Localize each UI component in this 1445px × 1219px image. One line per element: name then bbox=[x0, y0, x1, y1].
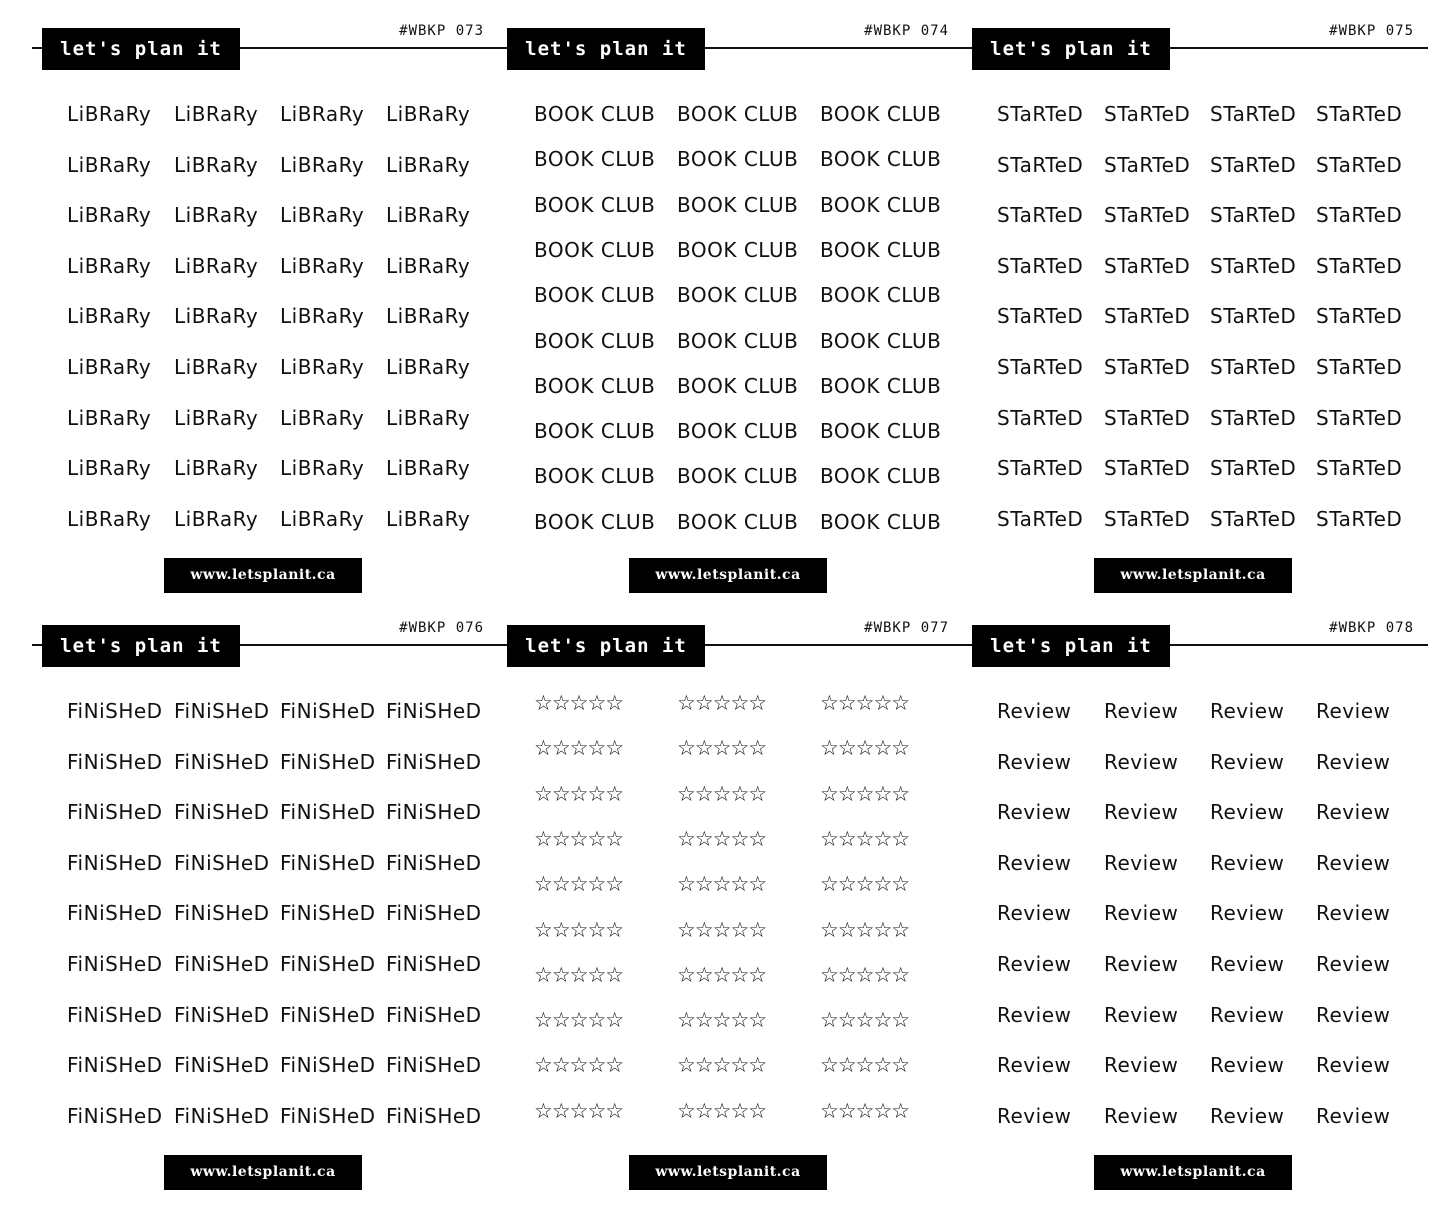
word-sticker: FiNiSHeD bbox=[280, 1103, 376, 1128]
word-sticker: Review bbox=[997, 901, 1072, 926]
word-sticker: STaRTeD bbox=[997, 405, 1084, 430]
word-sticker: Review bbox=[1210, 901, 1285, 926]
word-sticker: FiNiSHeD bbox=[280, 1002, 376, 1027]
word-sticker: LiBRaRy bbox=[386, 253, 471, 278]
word-sticker: BOOK CLUB bbox=[534, 419, 656, 444]
star-rating-sticker: ☆☆☆☆☆ bbox=[534, 962, 624, 987]
word-sticker: FiNiSHeD bbox=[386, 800, 482, 825]
star-rating-sticker: ☆☆☆☆☆ bbox=[677, 781, 767, 806]
word-sticker: STaRTeD bbox=[1104, 304, 1191, 329]
word-sticker: LiBRaRy bbox=[386, 102, 471, 126]
star-rating-sticker: ☆☆☆☆☆ bbox=[534, 1008, 624, 1033]
star-rating-sticker: ☆☆☆☆☆ bbox=[677, 1098, 767, 1123]
word-sticker: BOOK CLUB bbox=[677, 283, 799, 308]
word-sticker: STaRTeD bbox=[1316, 456, 1403, 481]
word-sticker: STaRTeD bbox=[1104, 405, 1191, 430]
star-rating-sticker: ☆☆☆☆☆ bbox=[534, 917, 624, 942]
word-sticker: Review bbox=[1316, 699, 1391, 723]
star-rating-sticker: ☆☆☆☆☆ bbox=[677, 826, 767, 851]
word-sticker: FiNiSHeD bbox=[67, 800, 163, 825]
word-sticker: LiBRaRy bbox=[67, 102, 152, 126]
word-sticker: BOOK CLUB bbox=[677, 102, 799, 126]
word-sticker: FiNiSHeD bbox=[67, 901, 163, 926]
word-sticker: FiNiSHeD bbox=[174, 901, 270, 926]
sticker-sheet-074 bbox=[497, 23, 963, 608]
star-rating-sticker: ☆☆☆☆☆ bbox=[677, 962, 767, 987]
word-sticker: BOOK CLUB bbox=[534, 464, 656, 489]
word-sticker: BOOK CLUB bbox=[677, 509, 799, 534]
word-sticker: Review bbox=[1210, 850, 1285, 875]
word-sticker: Review bbox=[1210, 699, 1285, 723]
sticker-sheet-076 bbox=[32, 620, 498, 1205]
word-sticker: LiBRaRy bbox=[280, 152, 365, 177]
word-sticker: Review bbox=[1210, 1103, 1285, 1128]
star-rating-sticker: ☆☆☆☆☆ bbox=[820, 872, 910, 897]
word-sticker: STaRTeD bbox=[1316, 152, 1403, 177]
word-sticker: STaRTeD bbox=[1316, 405, 1403, 430]
star-rating-sticker: ☆☆☆☆☆ bbox=[677, 917, 767, 942]
brand-label: let's plan it bbox=[972, 28, 1170, 70]
word-sticker: FiNiSHeD bbox=[67, 1002, 163, 1027]
word-sticker: BOOK CLUB bbox=[677, 373, 799, 398]
word-sticker: LiBRaRy bbox=[174, 506, 259, 531]
star-rating-sticker: ☆☆☆☆☆ bbox=[820, 917, 910, 942]
word-sticker: Review bbox=[997, 800, 1072, 825]
word-sticker: LiBRaRy bbox=[280, 355, 365, 379]
word-sticker: FiNiSHeD bbox=[174, 1002, 270, 1027]
word-sticker: STaRTeD bbox=[1316, 506, 1403, 531]
word-sticker: LiBRaRy bbox=[280, 456, 365, 481]
word-sticker: STaRTeD bbox=[1316, 355, 1403, 379]
word-sticker: STaRTeD bbox=[997, 152, 1084, 177]
word-sticker: FiNiSHeD bbox=[280, 901, 376, 926]
word-sticker: FiNiSHeD bbox=[386, 1103, 482, 1128]
sticker-sheet-078 bbox=[962, 620, 1428, 1205]
word-sticker: FiNiSHeD bbox=[67, 1103, 163, 1128]
word-sticker: STaRTeD bbox=[1210, 355, 1297, 379]
word-sticker: LiBRaRy bbox=[67, 203, 152, 228]
word-sticker: STaRTeD bbox=[997, 506, 1084, 531]
website-label: www.letsplanit.ca bbox=[1094, 1155, 1292, 1190]
sticker-sheet-073 bbox=[32, 23, 498, 608]
star-rating-sticker: ☆☆☆☆☆ bbox=[820, 1098, 910, 1123]
star-rating-sticker: ☆☆☆☆☆ bbox=[820, 781, 910, 806]
word-sticker: BOOK CLUB bbox=[534, 102, 656, 126]
word-sticker: LiBRaRy bbox=[280, 405, 365, 430]
word-sticker: LiBRaRy bbox=[174, 355, 259, 379]
sticker-sheet-077 bbox=[497, 620, 963, 1205]
word-sticker: STaRTeD bbox=[1104, 152, 1191, 177]
word-sticker: BOOK CLUB bbox=[534, 283, 656, 308]
star-rating-sticker: ☆☆☆☆☆ bbox=[534, 1053, 624, 1078]
word-sticker: LiBRaRy bbox=[386, 405, 471, 430]
word-sticker: FiNiSHeD bbox=[386, 749, 482, 774]
word-sticker: BOOK CLUB bbox=[820, 419, 942, 444]
word-sticker: FiNiSHeD bbox=[174, 800, 270, 825]
word-sticker: BOOK CLUB bbox=[820, 328, 942, 353]
word-sticker: STaRTeD bbox=[997, 304, 1084, 329]
word-sticker: STaRTeD bbox=[1210, 304, 1297, 329]
star-rating-sticker: ☆☆☆☆☆ bbox=[820, 1053, 910, 1078]
star-rating-sticker: ☆☆☆☆☆ bbox=[820, 736, 910, 761]
word-sticker: LiBRaRy bbox=[280, 506, 365, 531]
word-sticker: STaRTeD bbox=[1104, 456, 1191, 481]
word-sticker: FiNiSHeD bbox=[280, 850, 376, 875]
sheet-code: #WBKP 073 bbox=[399, 23, 484, 39]
word-sticker: FiNiSHeD bbox=[280, 952, 376, 976]
word-sticker: Review bbox=[1316, 952, 1391, 976]
website-label: www.letsplanit.ca bbox=[164, 558, 362, 593]
word-sticker: Review bbox=[1104, 800, 1179, 825]
word-sticker: STaRTeD bbox=[1210, 456, 1297, 481]
word-sticker: Review bbox=[1210, 1053, 1285, 1078]
word-sticker: LiBRaRy bbox=[67, 355, 152, 379]
word-sticker: FiNiSHeD bbox=[67, 1053, 163, 1078]
sticker-sheet-075 bbox=[962, 23, 1428, 608]
word-sticker: LiBRaRy bbox=[386, 456, 471, 481]
word-sticker: LiBRaRy bbox=[280, 253, 365, 278]
word-sticker: BOOK CLUB bbox=[820, 283, 942, 308]
word-sticker: LiBRaRy bbox=[280, 102, 365, 126]
word-sticker: STaRTeD bbox=[1210, 506, 1297, 531]
word-sticker: Review bbox=[997, 952, 1072, 976]
word-sticker: Review bbox=[1210, 749, 1285, 774]
word-sticker: STaRTeD bbox=[1210, 405, 1297, 430]
word-sticker: FiNiSHeD bbox=[280, 800, 376, 825]
word-sticker: STaRTeD bbox=[1104, 355, 1191, 379]
word-sticker: LiBRaRy bbox=[280, 304, 365, 329]
word-sticker: BOOK CLUB bbox=[534, 328, 656, 353]
word-sticker: Review bbox=[1104, 901, 1179, 926]
star-rating-sticker: ☆☆☆☆☆ bbox=[677, 872, 767, 897]
word-sticker: FiNiSHeD bbox=[280, 1053, 376, 1078]
word-sticker: STaRTeD bbox=[997, 355, 1084, 379]
word-sticker: LiBRaRy bbox=[67, 506, 152, 531]
word-sticker: BOOK CLUB bbox=[820, 373, 942, 398]
word-sticker: Review bbox=[1316, 1053, 1391, 1078]
word-sticker: LiBRaRy bbox=[280, 203, 365, 228]
word-sticker: FiNiSHeD bbox=[174, 1103, 270, 1128]
word-sticker: LiBRaRy bbox=[174, 253, 259, 278]
star-rating-sticker: ☆☆☆☆☆ bbox=[534, 736, 624, 761]
word-sticker: Review bbox=[1210, 1002, 1285, 1027]
word-sticker: LiBRaRy bbox=[174, 405, 259, 430]
word-sticker: BOOK CLUB bbox=[820, 509, 942, 534]
word-sticker: LiBRaRy bbox=[386, 304, 471, 329]
brand-label: let's plan it bbox=[507, 625, 705, 667]
word-sticker: BOOK CLUB bbox=[820, 192, 942, 217]
word-sticker: Review bbox=[1210, 800, 1285, 825]
word-sticker: FiNiSHeD bbox=[67, 749, 163, 774]
star-rating-sticker: ☆☆☆☆☆ bbox=[820, 962, 910, 987]
star-rating-sticker: ☆☆☆☆☆ bbox=[820, 826, 910, 851]
word-sticker: STaRTeD bbox=[1210, 253, 1297, 278]
word-sticker: FiNiSHeD bbox=[67, 952, 163, 976]
word-sticker: Review bbox=[997, 1103, 1072, 1128]
website-label: www.letsplanit.ca bbox=[1094, 558, 1292, 593]
word-sticker: FiNiSHeD bbox=[280, 749, 376, 774]
word-sticker: BOOK CLUB bbox=[677, 147, 799, 172]
star-rating-sticker: ☆☆☆☆☆ bbox=[677, 1008, 767, 1033]
word-sticker: STaRTeD bbox=[1210, 152, 1297, 177]
star-rating-sticker: ☆☆☆☆☆ bbox=[677, 691, 767, 715]
star-rating-sticker: ☆☆☆☆☆ bbox=[534, 691, 624, 715]
sheet-code: #WBKP 077 bbox=[864, 620, 949, 636]
sheet-code: #WBKP 075 bbox=[1329, 23, 1414, 39]
brand-label: let's plan it bbox=[42, 28, 240, 70]
word-sticker: STaRTeD bbox=[1104, 253, 1191, 278]
word-sticker: LiBRaRy bbox=[67, 253, 152, 278]
word-sticker: BOOK CLUB bbox=[534, 192, 656, 217]
sheet-code: #WBKP 076 bbox=[399, 620, 484, 636]
word-sticker: LiBRaRy bbox=[386, 152, 471, 177]
word-sticker: Review bbox=[1210, 952, 1285, 976]
word-sticker: FiNiSHeD bbox=[174, 749, 270, 774]
word-sticker: Review bbox=[1104, 1053, 1179, 1078]
word-sticker: STaRTeD bbox=[997, 253, 1084, 278]
word-sticker: STaRTeD bbox=[1210, 102, 1297, 126]
word-sticker: FiNiSHeD bbox=[174, 699, 270, 723]
word-sticker: BOOK CLUB bbox=[677, 237, 799, 262]
word-sticker: STaRTeD bbox=[1316, 253, 1403, 278]
word-sticker: FiNiSHeD bbox=[174, 850, 270, 875]
word-sticker: Review bbox=[997, 1053, 1072, 1078]
word-sticker: BOOK CLUB bbox=[534, 147, 656, 172]
sheet-code: #WBKP 078 bbox=[1329, 620, 1414, 636]
word-sticker: Review bbox=[1316, 1002, 1391, 1027]
website-label: www.letsplanit.ca bbox=[629, 1155, 827, 1190]
word-sticker: FiNiSHeD bbox=[386, 952, 482, 976]
word-sticker: LiBRaRy bbox=[67, 304, 152, 329]
word-sticker: Review bbox=[1104, 1002, 1179, 1027]
word-sticker: BOOK CLUB bbox=[677, 419, 799, 444]
word-sticker: FiNiSHeD bbox=[67, 850, 163, 875]
word-sticker: STaRTeD bbox=[997, 203, 1084, 228]
word-sticker: Review bbox=[997, 850, 1072, 875]
word-sticker: STaRTeD bbox=[1104, 506, 1191, 531]
word-sticker: BOOK CLUB bbox=[534, 373, 656, 398]
word-sticker: Review bbox=[997, 699, 1072, 723]
word-sticker: Review bbox=[1104, 952, 1179, 976]
word-sticker: FiNiSHeD bbox=[280, 699, 376, 723]
website-label: www.letsplanit.ca bbox=[164, 1155, 362, 1190]
word-sticker: Review bbox=[997, 1002, 1072, 1027]
word-sticker: LiBRaRy bbox=[174, 203, 259, 228]
word-sticker: STaRTeD bbox=[1210, 203, 1297, 228]
word-sticker: Review bbox=[1316, 850, 1391, 875]
word-sticker: LiBRaRy bbox=[67, 152, 152, 177]
word-sticker: BOOK CLUB bbox=[820, 102, 942, 126]
word-sticker: BOOK CLUB bbox=[534, 509, 656, 534]
word-sticker: FiNiSHeD bbox=[386, 1002, 482, 1027]
word-sticker: Review bbox=[1316, 901, 1391, 926]
sheet-code: #WBKP 074 bbox=[864, 23, 949, 39]
word-sticker: LiBRaRy bbox=[386, 203, 471, 228]
word-sticker: LiBRaRy bbox=[174, 102, 259, 126]
word-sticker: STaRTeD bbox=[997, 456, 1084, 481]
word-sticker: Review bbox=[1316, 1103, 1391, 1128]
word-sticker: LiBRaRy bbox=[174, 304, 259, 329]
word-sticker: Review bbox=[1104, 749, 1179, 774]
word-sticker: STaRTeD bbox=[1316, 203, 1403, 228]
word-sticker: LiBRaRy bbox=[174, 456, 259, 481]
word-sticker: STaRTeD bbox=[997, 102, 1084, 126]
word-sticker: BOOK CLUB bbox=[534, 237, 656, 262]
word-sticker: STaRTeD bbox=[1104, 102, 1191, 126]
word-sticker: FiNiSHeD bbox=[174, 1053, 270, 1078]
word-sticker: Review bbox=[1104, 699, 1179, 723]
word-sticker: FiNiSHeD bbox=[386, 1053, 482, 1078]
star-rating-sticker: ☆☆☆☆☆ bbox=[534, 1098, 624, 1123]
word-sticker: LiBRaRy bbox=[174, 152, 259, 177]
brand-label: let's plan it bbox=[972, 625, 1170, 667]
brand-label: let's plan it bbox=[507, 28, 705, 70]
star-rating-sticker: ☆☆☆☆☆ bbox=[820, 691, 910, 715]
word-sticker: BOOK CLUB bbox=[820, 464, 942, 489]
word-sticker: BOOK CLUB bbox=[820, 237, 942, 262]
word-sticker: FiNiSHeD bbox=[67, 699, 163, 723]
word-sticker: STaRTeD bbox=[1316, 102, 1403, 126]
word-sticker: FiNiSHeD bbox=[386, 901, 482, 926]
word-sticker: FiNiSHeD bbox=[386, 850, 482, 875]
word-sticker: LiBRaRy bbox=[386, 506, 471, 531]
word-sticker: BOOK CLUB bbox=[677, 192, 799, 217]
word-sticker: BOOK CLUB bbox=[820, 147, 942, 172]
word-sticker: STaRTeD bbox=[1104, 203, 1191, 228]
word-sticker: BOOK CLUB bbox=[677, 464, 799, 489]
star-rating-sticker: ☆☆☆☆☆ bbox=[534, 781, 624, 806]
star-rating-sticker: ☆☆☆☆☆ bbox=[534, 872, 624, 897]
word-sticker: LiBRaRy bbox=[386, 355, 471, 379]
word-sticker: STaRTeD bbox=[1316, 304, 1403, 329]
star-rating-sticker: ☆☆☆☆☆ bbox=[677, 1053, 767, 1078]
word-sticker: Review bbox=[997, 749, 1072, 774]
star-rating-sticker: ☆☆☆☆☆ bbox=[534, 826, 624, 851]
brand-label: let's plan it bbox=[42, 625, 240, 667]
word-sticker: LiBRaRy bbox=[67, 405, 152, 430]
word-sticker: Review bbox=[1104, 850, 1179, 875]
word-sticker: BOOK CLUB bbox=[677, 328, 799, 353]
word-sticker: FiNiSHeD bbox=[174, 952, 270, 976]
word-sticker: Review bbox=[1316, 749, 1391, 774]
word-sticker: LiBRaRy bbox=[67, 456, 152, 481]
website-label: www.letsplanit.ca bbox=[629, 558, 827, 593]
star-rating-sticker: ☆☆☆☆☆ bbox=[677, 736, 767, 761]
word-sticker: Review bbox=[1316, 800, 1391, 825]
word-sticker: Review bbox=[1104, 1103, 1179, 1128]
star-rating-sticker: ☆☆☆☆☆ bbox=[820, 1008, 910, 1033]
word-sticker: FiNiSHeD bbox=[386, 699, 482, 723]
